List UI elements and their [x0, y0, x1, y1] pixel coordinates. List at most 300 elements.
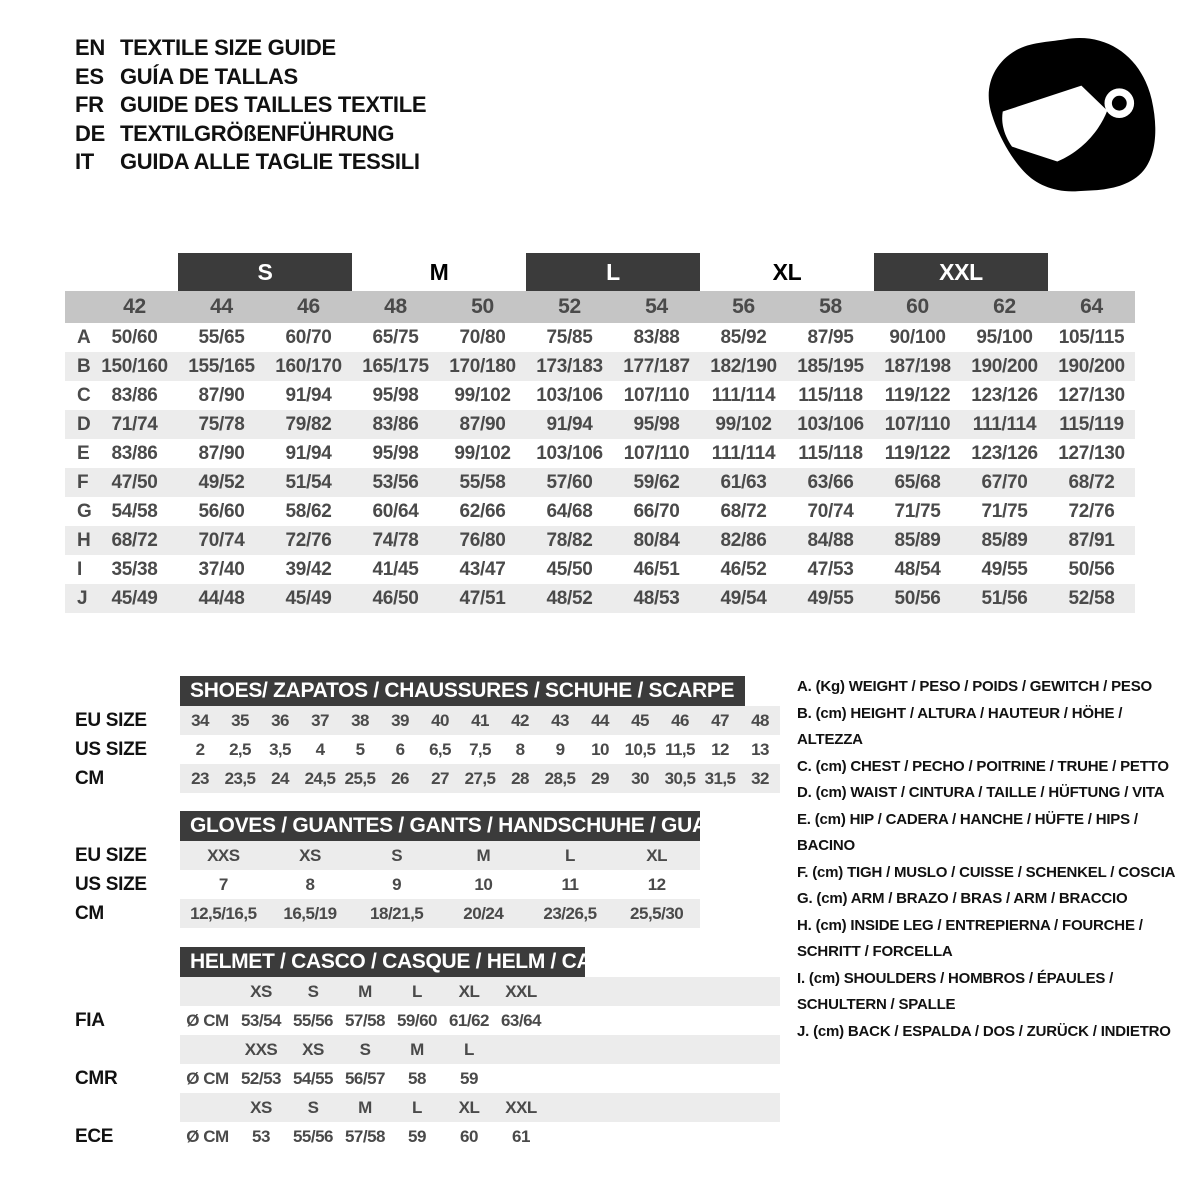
language-code: EN — [75, 35, 105, 61]
shoes-value: 23,5 — [224, 768, 256, 788]
size-value: 87/90 — [198, 443, 245, 464]
size-value: 71/74 — [111, 414, 158, 435]
helmet-cm-value: 61 — [512, 1126, 530, 1146]
shoes-value: 2 — [195, 739, 205, 759]
size-column-header: 48 — [384, 295, 407, 318]
helmet-standard-label: CMR — [75, 1068, 118, 1089]
helmet-cm-value: 59 — [408, 1126, 426, 1146]
size-value: 90/100 — [889, 327, 946, 348]
gloves-value: XXS — [207, 845, 240, 865]
helmet-size-label: XXL — [505, 981, 537, 1001]
legend-text: WEIGHT / PESO / POIDS / GEWITCH / PESO — [848, 678, 1153, 695]
size-value: 68/72 — [720, 501, 767, 522]
textile-row-e — [65, 439, 1135, 468]
helmet-cm-value: 61/62 — [448, 1010, 490, 1030]
gloves-value: 11 — [561, 874, 579, 894]
guide-title: TEXTILGRÖßENFÜHRUNG — [120, 120, 395, 146]
helmet-size-label: S — [359, 1039, 371, 1059]
size-value: 64/68 — [546, 501, 593, 522]
size-value: 46/52 — [720, 559, 767, 580]
shoes-value: 30,5 — [664, 768, 696, 788]
shoes-row — [75, 735, 780, 764]
size-value: 187/198 — [884, 356, 951, 377]
size-value: 115/119 — [1059, 414, 1124, 435]
size-value: 46/50 — [372, 588, 419, 609]
legend-text: HIP / CADERA / HANCHE / HÜFTE / HIPS / BACINO — [797, 810, 1138, 854]
size-value: 60/64 — [372, 501, 419, 522]
size-value: 83/88 — [633, 327, 680, 348]
size-value: 99/102 — [454, 443, 511, 464]
size-value: 60/70 — [285, 327, 332, 348]
gloves-value: 20/24 — [463, 903, 504, 923]
size-value: 47/50 — [111, 472, 158, 493]
legend-item — [797, 754, 1189, 781]
size-value: 56/60 — [198, 501, 245, 522]
shoes-table-title: SHOES/ ZAPATOS / CHAUSSURES / SCHUHE / SCARPE — [180, 676, 745, 706]
textile-row-i — [65, 555, 1135, 584]
shoes-value: 39 — [391, 710, 409, 730]
guide-title: TEXTILE SIZE GUIDE — [120, 35, 336, 61]
legend-key: J. (cm) — [797, 1022, 848, 1040]
gloves-value: M — [476, 845, 491, 865]
language-title-row — [75, 148, 426, 177]
size-value: 83/86 — [372, 414, 419, 435]
helmet-sizes-values — [180, 1035, 780, 1064]
size-value: 62/66 — [459, 501, 506, 522]
helmet-cm-value: 59/60 — [396, 1010, 438, 1030]
size-value: 37/40 — [198, 559, 245, 580]
size-value: 78/82 — [546, 530, 593, 551]
size-value: 46/51 — [633, 559, 680, 580]
size-value: 87/91 — [1068, 530, 1115, 551]
legend-text: BACK / ESPALDA / DOS / ZURÜCK / INDIETRO — [847, 1022, 1171, 1040]
helmet-cm-value: 55/56 — [292, 1010, 334, 1030]
helmet-size-label: XXS — [244, 1039, 278, 1059]
helmet-size-label: XS — [250, 1097, 272, 1117]
shoes-value: 34 — [191, 710, 209, 730]
language-code: IT — [75, 149, 94, 175]
shoes-row — [75, 764, 780, 793]
size-value: 72/76 — [1068, 501, 1115, 522]
size-column-header: 64 — [1080, 295, 1103, 318]
size-value: 44/48 — [198, 588, 245, 609]
gloves-size-table — [75, 811, 740, 928]
shoes-row-values — [180, 735, 780, 764]
helmet-rows — [75, 977, 780, 1151]
gloves-value: 10 — [474, 874, 493, 894]
shoes-value: 30 — [631, 768, 649, 788]
helmet-size-label: M — [358, 1097, 372, 1117]
shoes-value: 12 — [711, 739, 729, 759]
size-value: 95/98 — [372, 385, 419, 406]
gloves-value: 12 — [647, 874, 666, 894]
helmet-cm-value: 53/54 — [240, 1010, 282, 1030]
size-value: 45/49 — [111, 588, 158, 609]
size-value: 55/65 — [198, 327, 245, 348]
shoes-value: 27,5 — [464, 768, 496, 788]
size-column-header: 60 — [906, 295, 929, 318]
gloves-value: 12,5/16,5 — [190, 903, 257, 923]
legend-item — [797, 701, 1189, 754]
size-value: 50/56 — [894, 588, 941, 609]
size-value: 71/75 — [894, 501, 941, 522]
size-value: 54/58 — [111, 501, 158, 522]
size-group-banner-row — [65, 253, 1135, 291]
shoes-value: 43 — [551, 710, 569, 730]
shoes-value: 29 — [591, 768, 609, 788]
size-value: 83/86 — [111, 385, 158, 406]
helmet-sizes-row-cmr — [75, 1035, 780, 1064]
shoes-value: 2,5 — [229, 739, 251, 759]
legend-item — [797, 966, 1189, 1019]
gloves-row — [75, 841, 700, 870]
helmet-cm-values — [180, 1064, 780, 1093]
size-value: 103/106 — [536, 443, 603, 464]
size-value: 51/54 — [285, 472, 332, 493]
gloves-row-label: EU SIZE — [75, 845, 147, 866]
helmet-values-row-cmr — [75, 1064, 780, 1093]
size-value: 103/106 — [536, 385, 603, 406]
size-value: 70/74 — [198, 530, 245, 551]
helmet-values-row-fia — [75, 1006, 780, 1035]
size-value: 85/89 — [981, 530, 1028, 551]
shoes-value: 35 — [231, 710, 249, 730]
textile-row-f — [65, 468, 1135, 497]
helmet-cm-value: 63/64 — [500, 1010, 542, 1030]
size-value: 48/53 — [633, 588, 680, 609]
size-value: 87/90 — [459, 414, 506, 435]
shoes-value: 36 — [271, 710, 289, 730]
size-value: 85/89 — [894, 530, 941, 551]
legend-text: ARM / BRAZO / BRAS / ARM / BRACCIO — [850, 890, 1128, 907]
size-value: 70/74 — [807, 501, 854, 522]
shoes-value: 10 — [591, 739, 609, 759]
legend-key: F. (cm) — [797, 863, 848, 881]
size-value: 35/38 — [111, 559, 158, 580]
size-value: 50/60 — [111, 327, 158, 348]
shoes-value: 25,5 — [344, 768, 376, 788]
gloves-value: 8 — [305, 874, 315, 894]
row-letter: A — [77, 327, 91, 348]
shoes-row-label: US SIZE — [75, 739, 147, 760]
size-column-header: 56 — [732, 295, 755, 318]
shoes-value: 45 — [631, 710, 649, 730]
size-value: 165/175 — [362, 356, 429, 377]
size-value: 47/51 — [459, 588, 506, 609]
size-number-header-row — [65, 291, 1135, 323]
size-value: 160/170 — [275, 356, 342, 377]
helmet-size-label: L — [412, 1097, 422, 1117]
size-value: 119/122 — [884, 443, 951, 464]
size-value: 75/85 — [546, 327, 593, 348]
textile-row-b — [65, 352, 1135, 381]
helmet-size-table — [75, 947, 780, 1151]
shoes-row — [75, 706, 780, 735]
size-value: 71/75 — [981, 501, 1028, 522]
shoes-value: 5 — [355, 739, 365, 759]
helmet-size-label: L — [412, 981, 422, 1001]
size-value: 87/90 — [198, 385, 245, 406]
legend-key: C. (cm) — [797, 757, 851, 775]
legend-item — [797, 780, 1189, 807]
size-value: 95/98 — [372, 443, 419, 464]
size-group-xl: XL — [772, 259, 802, 285]
size-group-s: S — [178, 253, 352, 291]
size-value: 48/54 — [894, 559, 941, 580]
size-value: 51/56 — [981, 588, 1028, 609]
textile-row-a — [65, 323, 1135, 352]
size-value: 123/126 — [971, 443, 1038, 464]
shoes-value: 27 — [431, 768, 449, 788]
gloves-value: 23/26,5 — [543, 903, 597, 923]
size-column-header: 50 — [471, 295, 494, 318]
size-value: 119/122 — [884, 385, 951, 406]
legend-key: G. (cm) — [797, 890, 851, 907]
helmet-cm-value: 55/56 — [292, 1126, 334, 1146]
helmet-sizes-row-fia — [75, 977, 780, 1006]
size-value: 49/54 — [720, 588, 767, 609]
size-value: 99/102 — [454, 385, 511, 406]
shoes-value: 9 — [555, 739, 565, 759]
gloves-value: 9 — [392, 874, 402, 894]
size-value: 123/126 — [971, 385, 1038, 406]
legend-item — [797, 1019, 1189, 1046]
shoes-value: 28 — [511, 768, 529, 788]
size-group-l: L — [526, 253, 700, 291]
shoes-value: 13 — [751, 739, 769, 759]
legend-text: CHEST / PECHO / POITRINE / TRUHE / PETTO — [850, 757, 1169, 775]
helmet-size-label: L — [464, 1039, 474, 1059]
size-value: 95/98 — [633, 414, 680, 435]
size-value: 67/70 — [981, 472, 1028, 493]
shoes-value: 38 — [351, 710, 369, 730]
shoes-value: 10,5 — [624, 739, 656, 759]
helmet-size-label: M — [358, 981, 372, 1001]
shoes-row-values — [180, 764, 780, 793]
textile-row-j — [65, 584, 1135, 613]
legend-key: E. (cm) — [797, 810, 850, 828]
size-value: 107/110 — [623, 385, 690, 406]
shoes-size-table — [75, 676, 780, 793]
shoes-value: 7,5 — [469, 739, 491, 759]
helmet-cm-value: 56/57 — [344, 1068, 386, 1088]
helmet-row-label-spacer — [75, 977, 180, 1006]
size-value: 45/49 — [285, 588, 332, 609]
shoes-value: 41 — [471, 710, 489, 730]
size-value: 59/62 — [633, 472, 680, 493]
shoes-value: 32 — [751, 768, 769, 788]
size-value: 155/165 — [188, 356, 255, 377]
helmet-row-label-spacer — [75, 1093, 180, 1122]
size-column-header: 44 — [210, 295, 233, 318]
size-value: 170/180 — [449, 356, 516, 377]
legend-item — [797, 807, 1189, 860]
size-value: 127/130 — [1058, 385, 1125, 406]
language-title-row — [75, 34, 426, 63]
legend-item — [797, 913, 1189, 966]
size-value: 173/183 — [536, 356, 603, 377]
size-value: 177/187 — [623, 356, 690, 377]
size-value: 107/110 — [884, 414, 951, 435]
size-value: 61/63 — [720, 472, 767, 493]
shoes-value: 28,5 — [544, 768, 576, 788]
gloves-row-values — [180, 841, 700, 870]
shoes-value: 23 — [191, 768, 209, 788]
size-value: 103/106 — [797, 414, 864, 435]
size-value: 83/86 — [111, 443, 158, 464]
size-value: 150/160 — [101, 356, 168, 377]
size-value: 65/68 — [894, 472, 941, 493]
helmet-cm-value: 59 — [460, 1068, 478, 1088]
legend-key: A. (Kg) — [797, 678, 849, 695]
language-code: FR — [75, 92, 104, 118]
size-value: 91/94 — [546, 414, 593, 435]
legend-key: D. (cm) — [797, 784, 851, 801]
legend-key: B. (cm) — [797, 704, 851, 722]
row-letter: D — [77, 414, 91, 435]
size-value: 185/195 — [797, 356, 864, 377]
shoes-value: 48 — [751, 710, 769, 730]
language-code: DE — [75, 120, 105, 146]
size-value: 111/114 — [711, 443, 776, 464]
language-title-row — [75, 120, 426, 149]
helmet-size-label: XS — [250, 981, 272, 1001]
helmet-values-row-ece — [75, 1122, 780, 1151]
size-group-m: M — [429, 259, 449, 285]
size-value: 58/62 — [285, 501, 332, 522]
size-column-header: 58 — [819, 295, 842, 318]
legend-text: SHOULDERS / HOMBROS / ÉPAULES / SCHULTERN / SPALLE — [797, 969, 1114, 1013]
size-value: 190/200 — [1058, 356, 1125, 377]
size-value: 49/55 — [807, 588, 854, 609]
size-value: 47/53 — [807, 559, 854, 580]
gloves-value: 18/21,5 — [370, 903, 424, 923]
language-title-row — [75, 63, 426, 92]
shoes-row-label: EU SIZE — [75, 710, 147, 731]
size-value: 84/88 — [807, 530, 854, 551]
size-value: 48/52 — [546, 588, 593, 609]
shoes-value: 46 — [671, 710, 689, 730]
helmet-sizes-row-ece — [75, 1093, 780, 1122]
gloves-row-label: US SIZE — [75, 874, 147, 895]
helmet-cm-value: 53 — [252, 1126, 270, 1146]
shoes-row-label: CM — [75, 768, 104, 789]
size-value: 63/66 — [807, 472, 854, 493]
size-value: 91/94 — [285, 385, 332, 406]
gloves-row-values — [180, 899, 700, 928]
size-value: 115/118 — [798, 385, 863, 406]
textile-row-d — [65, 410, 1135, 439]
size-value: 87/95 — [807, 327, 854, 348]
gloves-table-title: GLOVES / GUANTES / GANTS / HANDSCHUHE / GUANTI — [180, 811, 700, 841]
shoes-value: 31,5 — [704, 768, 736, 788]
size-value: 43/47 — [459, 559, 506, 580]
gloves-value: XL — [646, 845, 668, 865]
size-value: 45/50 — [546, 559, 593, 580]
row-letter: I — [77, 559, 82, 580]
size-value: 95/100 — [976, 327, 1033, 348]
size-value: 68/72 — [111, 530, 158, 551]
shoes-value: 6,5 — [429, 739, 451, 759]
legend-text: INSIDE LEG / ENTREPIERNA / FOURCHE / SCHRITT / FORCELLA — [797, 916, 1143, 960]
shoes-value: 8 — [515, 739, 525, 759]
size-value: 50/56 — [1068, 559, 1115, 580]
shoes-value: 42 — [511, 710, 529, 730]
textile-measurement-rows — [65, 323, 1135, 613]
size-value: 111/114 — [972, 414, 1037, 435]
helmet-cm-value: 57/58 — [344, 1010, 386, 1030]
textile-row-g — [65, 497, 1135, 526]
gloves-rows — [75, 841, 700, 928]
size-column-header: 46 — [297, 295, 320, 318]
measurement-legend — [797, 674, 1189, 1045]
size-value: 76/80 — [459, 530, 506, 551]
helmet-cm-values — [180, 1122, 780, 1151]
helmet-unit-label: Ø CM — [186, 1068, 229, 1088]
guide-title: GUIDE DES TAILLES TEXTILE — [120, 92, 427, 118]
size-value: 68/72 — [1068, 472, 1115, 493]
helmet-sizes-values — [180, 977, 780, 1006]
gloves-value: 25,5/30 — [630, 903, 684, 923]
shoes-value: 40 — [431, 710, 449, 730]
helmet-cm-value: 60 — [460, 1126, 478, 1146]
gloves-value: 16,5/19 — [283, 903, 337, 923]
textile-size-table — [65, 253, 1135, 613]
gloves-value: 7 — [218, 874, 228, 894]
language-title-row — [75, 91, 426, 120]
helmet-sizes-values — [180, 1093, 780, 1122]
helmet-table-title: HELMET / CASCO / CASQUE / HELM / CASCO — [180, 947, 585, 977]
corner-cell — [65, 291, 91, 323]
legend-text: WAIST / CINTURA / TAILLE / HÜFTUNG / VITA — [850, 784, 1165, 801]
size-value: 70/80 — [459, 327, 506, 348]
legend-key: I. (cm) — [797, 969, 844, 987]
size-value: 82/86 — [720, 530, 767, 551]
legend-item — [797, 674, 1189, 701]
guide-title: GUÍA DE TALLAS — [120, 63, 298, 89]
size-value: 190/200 — [971, 356, 1038, 377]
size-value: 55/58 — [459, 472, 506, 493]
row-letter: C — [77, 385, 91, 406]
gloves-row — [75, 870, 700, 899]
size-value: 107/110 — [623, 443, 690, 464]
row-letter: E — [77, 443, 90, 464]
gloves-value: XS — [299, 845, 321, 865]
helmet-size-label: XL — [458, 981, 480, 1001]
size-value: 53/56 — [372, 472, 419, 493]
gloves-row-values — [180, 870, 700, 899]
shoes-value: 44 — [591, 710, 609, 730]
helmet-size-label: S — [307, 1097, 319, 1117]
helmet-cm-value: 52/53 — [240, 1068, 282, 1088]
size-value: 74/78 — [372, 530, 419, 551]
gloves-row — [75, 899, 700, 928]
shoes-value: 11,5 — [665, 739, 695, 759]
row-letter: B — [77, 356, 91, 377]
size-column-header: 62 — [993, 295, 1016, 318]
size-value: 91/94 — [285, 443, 332, 464]
row-letter: G — [77, 501, 92, 522]
size-value: 72/76 — [285, 530, 332, 551]
shoes-value: 47 — [711, 710, 729, 730]
row-letter: F — [77, 472, 89, 493]
guide-title: GUIDA ALLE TAGLIE TESSILI — [120, 149, 420, 175]
size-value: 39/42 — [285, 559, 332, 580]
gloves-value: L — [565, 845, 575, 865]
shoes-value: 24,5 — [304, 768, 336, 788]
size-value: 79/82 — [285, 414, 332, 435]
size-value: 80/84 — [633, 530, 680, 551]
